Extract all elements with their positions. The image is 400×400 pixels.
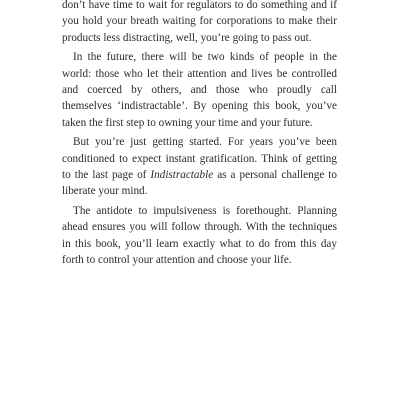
paragraph-2-text: In the future, there will be two kinds of people in the world: those who let their attention and lives be controlled and coerced by others, and those who proudly call themselves ‘indistractable’. By opening this book, you’ve taken the first step to owning your time and your future.: [62, 51, 337, 129]
body-text: [62, 0, 337, 272]
paragraph-3-text-start: But you’re just getting started. For years you’ve been conditioned to expect instant gratification. Think of getting to the last page of: [62, 136, 337, 182]
paragraph-1: [62, 0, 337, 46]
paragraph-2: [62, 49, 337, 131]
paragraph-1-text: don’t have time to wait for regulators to do something and if you hold your breath waiting for corporations to make their products less distracting, well, you’re going to pass out.: [62, 0, 337, 44]
book-title: Indistractable: [150, 169, 214, 182]
paragraph-4-text: The antidote to impulsiveness is forethought. Planning ahead ensures you will follow through. With the techniques in this book, you’ll learn exactly what to do from this day forth to control your attention and choose your life.: [62, 204, 337, 267]
paragraph-3: [62, 134, 337, 200]
paragraph-3-text-end: as a personal challenge to liberate your mind.: [62, 169, 337, 198]
paragraph-4: [62, 203, 337, 269]
